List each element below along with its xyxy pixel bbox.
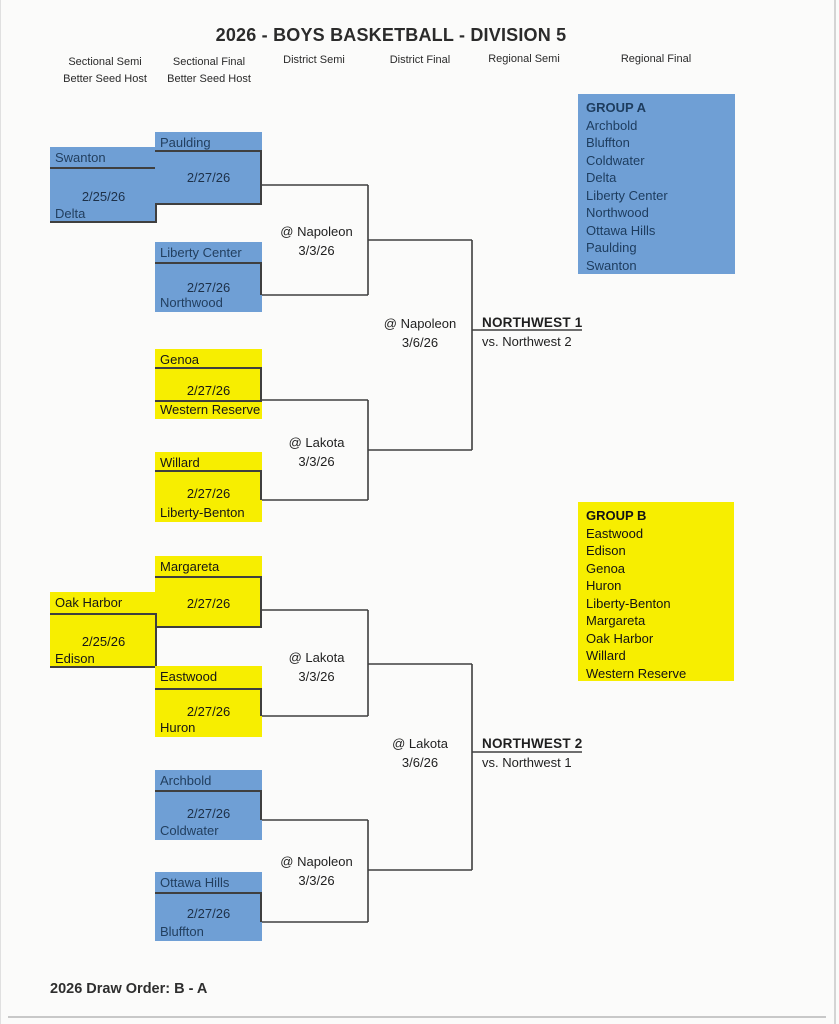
site-date: 3/3/26	[298, 669, 335, 684]
district-semi-4-site	[268, 852, 365, 890]
game-date: 2/27/26	[186, 806, 231, 821]
column-sublabel: Better Seed Host	[63, 73, 147, 85]
bracket-line	[260, 892, 262, 922]
scan-edge-bottom	[8, 1016, 826, 1018]
group-team: Western Reserve	[586, 665, 687, 681]
game-sectional-final-margareta	[155, 556, 262, 628]
team-name: Willard	[160, 455, 200, 470]
column-label: Sectional Final	[172, 56, 246, 68]
bracket-line	[155, 576, 262, 578]
team-name: Eastwood	[160, 669, 218, 684]
team-name: Ottawa Hills	[160, 875, 230, 890]
district-semi-1-site	[268, 222, 365, 260]
bracket-line	[155, 790, 262, 792]
site-name: @ Napoleon	[280, 224, 353, 239]
bracket-line	[155, 470, 262, 472]
game-date: 2/25/26	[81, 189, 126, 204]
regional-semi-name: NORTHWEST 2	[482, 736, 583, 751]
regional-semi-name: NORTHWEST 1	[482, 315, 583, 330]
game-sectional-semi-oak-harbor-edison	[50, 592, 157, 668]
site-name: @ Napoleon	[280, 854, 353, 869]
group-team: Archbold	[586, 117, 638, 133]
site-date: 3/6/26	[401, 335, 439, 350]
team-name: Western Reserve	[160, 402, 261, 417]
group-a-title: GROUP A	[586, 100, 646, 115]
group-team: Paulding	[586, 240, 637, 255]
team-name: Huron	[160, 720, 196, 735]
game-sectional-final-archbold-coldwater	[155, 770, 262, 840]
team-name: Archbold	[160, 773, 212, 788]
district-final-2-site	[374, 734, 466, 772]
game-sectional-final-genoa-western-reserve	[155, 349, 262, 419]
district-final-1-site	[374, 314, 466, 352]
team-name: Northwood	[160, 295, 223, 310]
group-team: Margareta	[586, 613, 646, 628]
group-team: Northwood	[586, 205, 649, 220]
game-sectional-semi-swanton-delta	[50, 147, 157, 223]
bracket-line	[260, 688, 262, 716]
site-name: @ Lakota	[392, 736, 448, 751]
column-label: Regional Final	[620, 53, 692, 65]
game-sectional-final-willard-liberty-benton	[155, 452, 262, 522]
team-name: Oak Harbor	[55, 595, 123, 610]
group-team: Swanton	[586, 257, 637, 273]
regional-semi-2	[482, 734, 582, 772]
site-name: @ Lakota	[288, 650, 345, 665]
game-date: 2/27/26	[186, 280, 231, 295]
team-name: Edison	[55, 651, 95, 666]
group-team: Willard	[586, 648, 626, 663]
game-date: 2/27/26	[186, 704, 231, 719]
bracket-line	[260, 576, 262, 628]
scan-edge-right	[834, 0, 836, 1024]
game-sectional-final-ottawa-hills-bluffton	[155, 872, 262, 941]
column-sublabel: Better Seed Host	[167, 73, 251, 85]
site-date: 3/6/26	[401, 755, 439, 770]
game-date: 2/27/26	[186, 486, 231, 501]
game-sectional-final-eastwood-huron	[155, 666, 262, 737]
column-label: Regional Semi	[488, 53, 560, 65]
group-team: Edison	[586, 543, 626, 558]
game-sectional-final-paulding	[155, 132, 262, 205]
district-semi-3-site	[268, 648, 365, 686]
column-label: Sectional Semi	[68, 56, 142, 68]
bracket-line	[155, 892, 262, 894]
bracket-line	[155, 613, 157, 668]
column-label: District Final	[389, 54, 451, 66]
game-date: 2/25/26	[81, 634, 126, 649]
group-team: Delta	[586, 170, 617, 185]
game-sectional-final-liberty-center-northwood	[155, 242, 262, 312]
team-name: Bluffton	[160, 924, 204, 939]
bracket-line	[155, 626, 262, 628]
group-team: Genoa	[586, 560, 626, 576]
bracket-line	[260, 367, 262, 400]
bracket-line	[155, 367, 262, 369]
group-team: Ottawa Hills	[586, 222, 656, 238]
bracket-line	[155, 262, 262, 264]
regional-semi-opponent: vs. Northwest 2	[482, 334, 572, 349]
bracket-line	[50, 666, 157, 668]
district-semi-2-site	[268, 433, 365, 471]
bracket-line	[155, 150, 262, 152]
group-a-box	[578, 94, 735, 274]
team-name: Coldwater	[160, 823, 219, 838]
team-name: Genoa	[160, 352, 200, 367]
game-date: 2/27/26	[186, 383, 231, 398]
bracket-line	[260, 150, 262, 205]
regional-semi-opponent: vs. Northwest 1	[482, 755, 572, 770]
bracket-line	[155, 688, 262, 690]
bracket-line	[50, 613, 157, 615]
bracket-line	[50, 167, 157, 169]
site-date: 3/3/26	[298, 873, 335, 888]
group-b-box	[578, 502, 734, 681]
site-name: @ Lakota	[288, 435, 345, 450]
bracket-line	[260, 470, 262, 500]
site-name: @ Napoleon	[383, 316, 457, 331]
scan-edge-left	[0, 0, 1, 1024]
column-label: District Semi	[283, 54, 345, 66]
group-b-title: GROUP B	[586, 508, 647, 523]
group-team: Huron	[586, 578, 622, 593]
team-name: Paulding	[160, 135, 211, 150]
game-date: 2/27/26	[186, 906, 231, 921]
team-name: Liberty Center	[160, 245, 242, 260]
team-name: Swanton	[55, 150, 106, 165]
bracket-line	[155, 203, 262, 205]
draw-order-note: 2026 Draw Order: B - A	[50, 981, 208, 997]
group-team: Liberty-Benton	[586, 595, 671, 611]
bracket-line	[260, 262, 262, 295]
regional-semi-1	[482, 313, 582, 351]
group-team: Coldwater	[586, 152, 645, 168]
game-date: 2/27/26	[186, 596, 231, 611]
group-team: Liberty Center	[586, 187, 668, 203]
team-name: Liberty-Benton	[160, 505, 245, 520]
bracket-line	[260, 790, 262, 820]
bracket-line	[50, 221, 157, 223]
game-date: 2/27/26	[186, 170, 231, 185]
group-team: Eastwood	[586, 525, 644, 541]
page-title: 2026 - BOYS BASKETBALL - DIVISION 5	[215, 25, 567, 45]
group-team: Oak Harbor	[586, 630, 654, 646]
site-date: 3/3/26	[298, 243, 335, 258]
team-name: Delta	[55, 206, 86, 221]
column-header-regional-final	[591, 51, 721, 68]
column-header-regional-semi	[459, 51, 589, 68]
team-name: Margareta	[160, 559, 220, 574]
group-team: Bluffton	[586, 135, 630, 150]
site-date: 3/3/26	[298, 454, 335, 469]
